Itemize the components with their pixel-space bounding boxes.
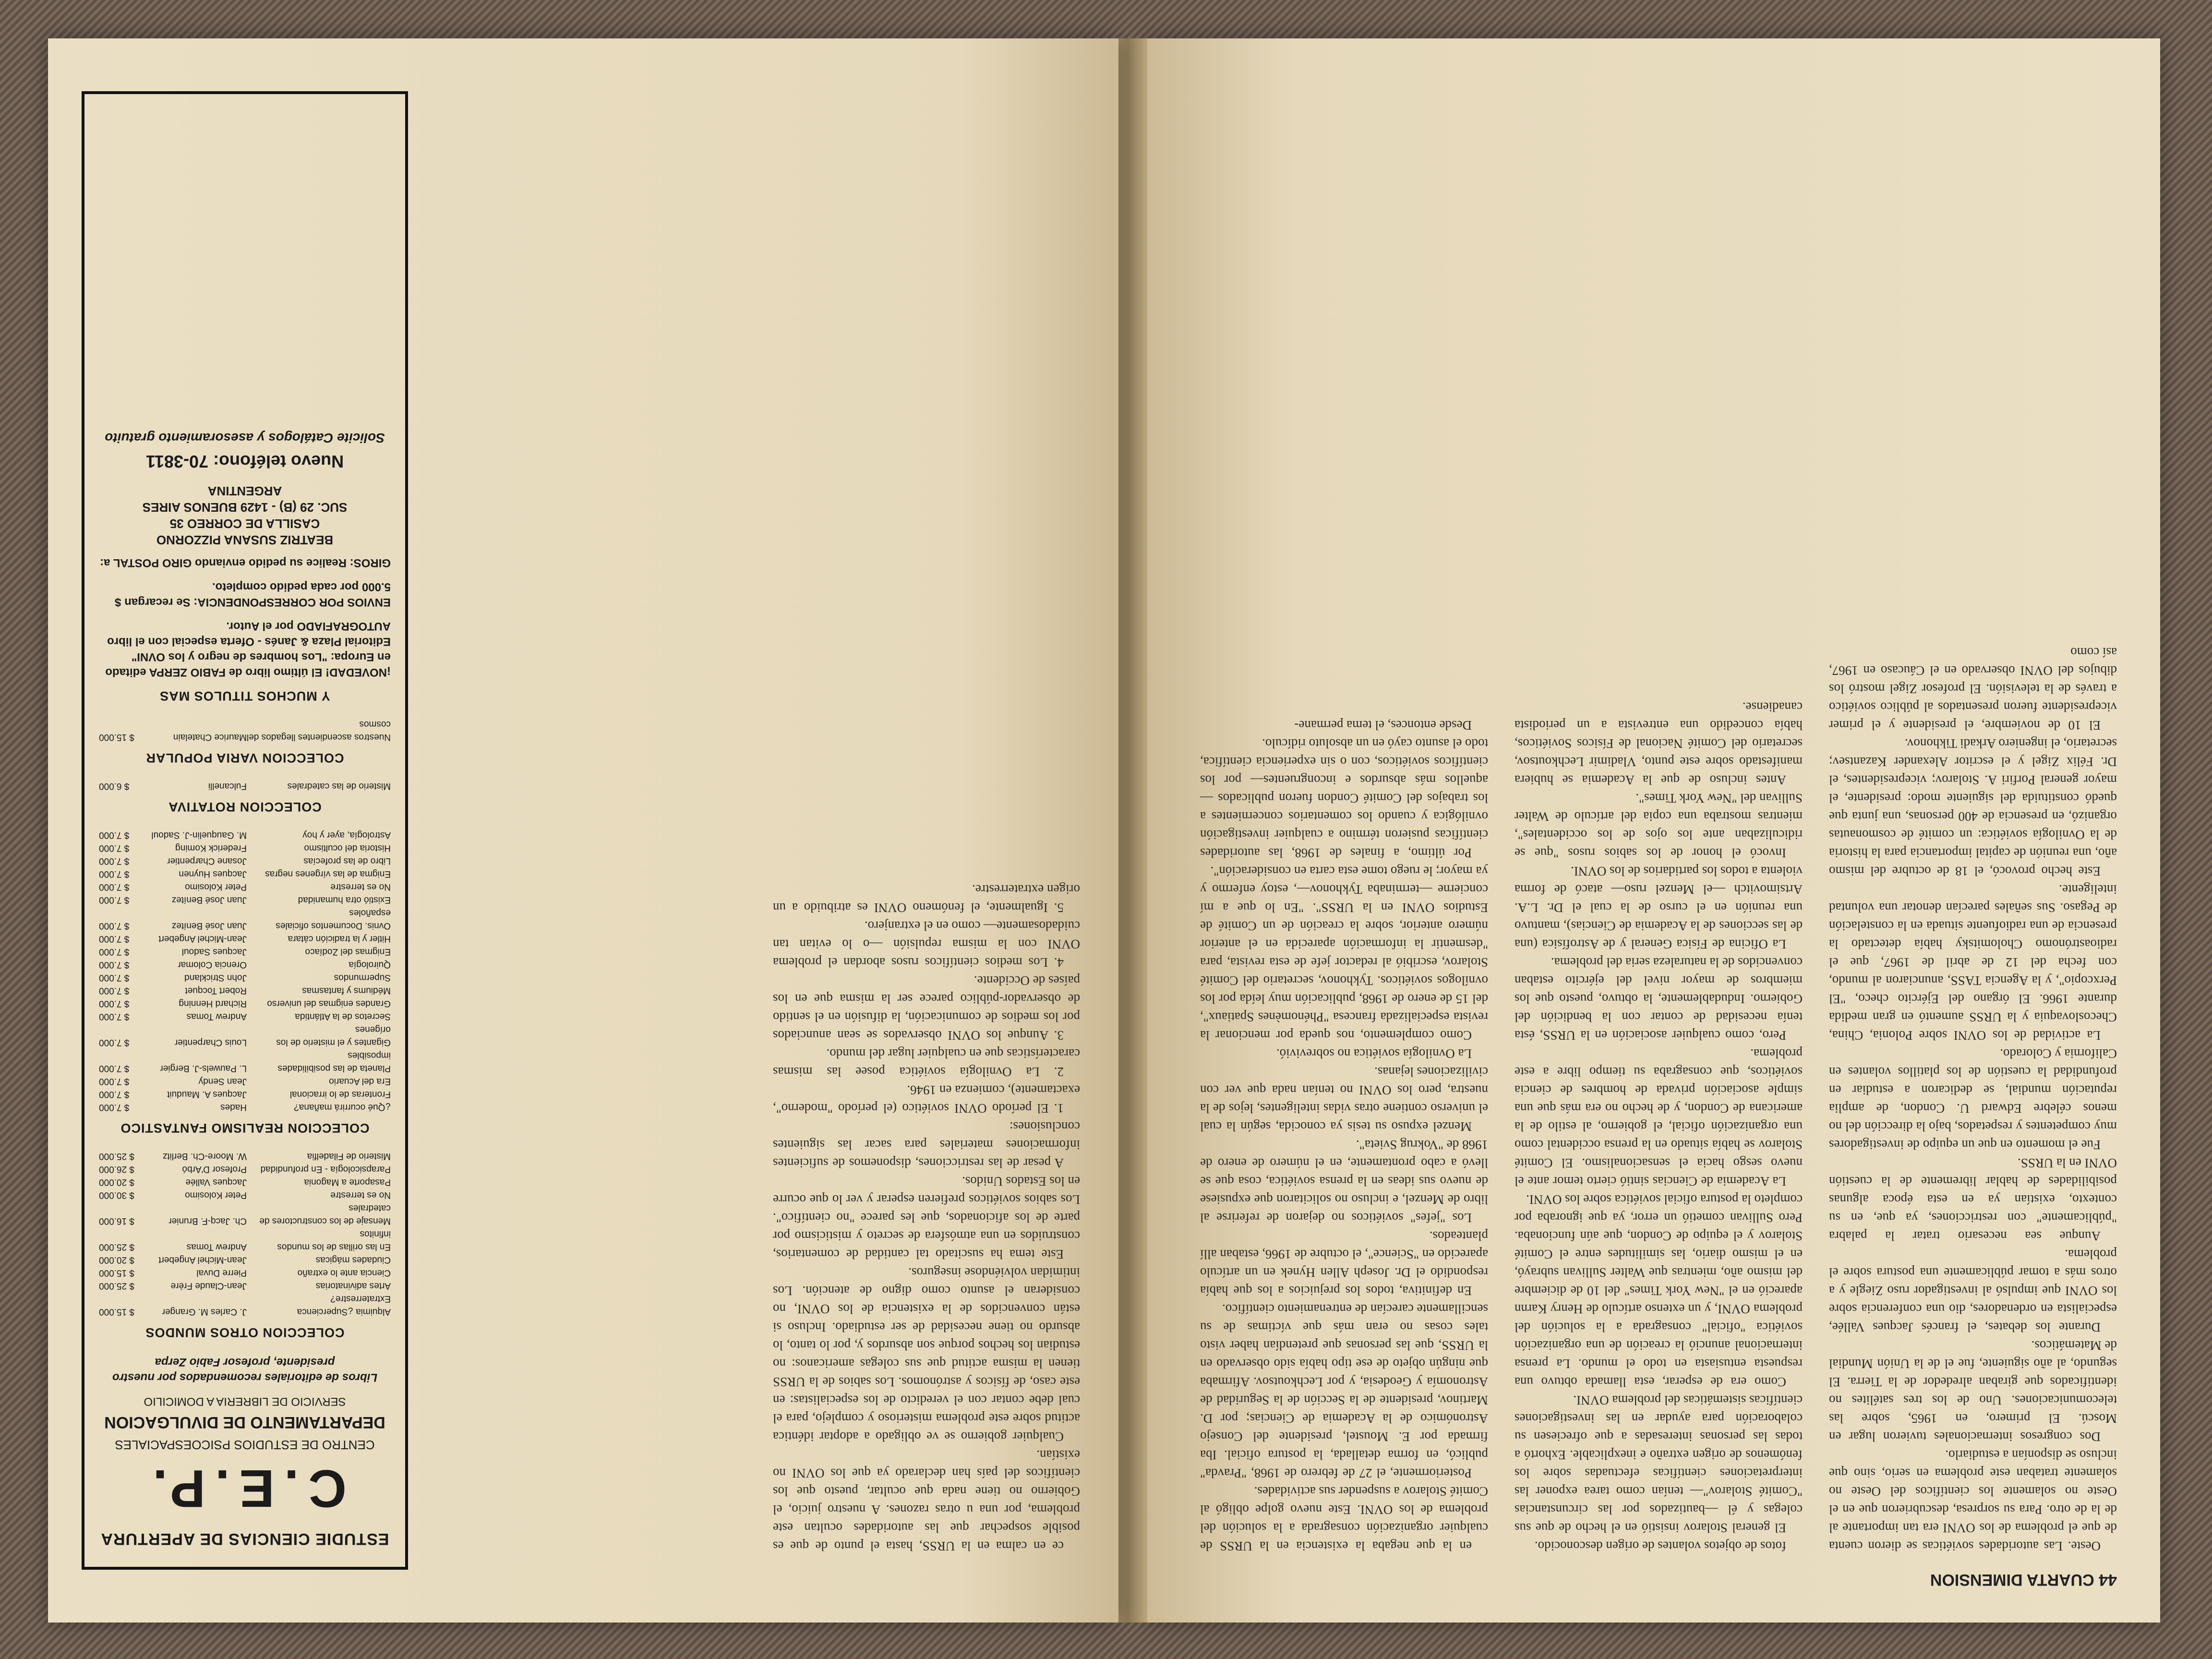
book-author: Maurice Chatelain <box>173 732 247 742</box>
book-row <box>99 1176 391 1189</box>
ad-giros: GIROS: Realice su pedido enviando GIRO POSTAL a: <box>100 556 391 569</box>
article-paragraph: Oeste. Las autoridades soviéticas se dieron cuenta de que el problema de los OVNI era tan importante al de la de otro. Para su sorpresa, descubrieron que en el Oeste no solamente los científicos del Oeste no solamente trataban este problema en serio, sino que incluso se disponían a estudiarlo. <box>1829 1448 2117 1553</box>
book-row <box>99 867 391 880</box>
book-title: Ciencia ante lo extraño <box>297 1268 391 1278</box>
article-column-3 <box>1200 67 1488 1555</box>
collection-heading: COLECCION REALISMO FANTASTICO <box>120 1121 370 1135</box>
article-paragraph: fotos de objetos volantes de origen desconocido. <box>1534 1539 1786 1553</box>
book-price: $ 7.000 <box>99 947 130 957</box>
book-author: Robert Tocquet <box>185 986 247 996</box>
book-price: $ 30.000 <box>99 1190 134 1200</box>
article-paragraph: Durante los debates, el francés Jacques Vallée, especialista en ordenadores, dio una conferencia sobre los OVNI que impulsó al investigador ruso Ziegle y a otros más a tomar públicamente una postura sobre el problema. <box>1829 1247 2117 1334</box>
book-title: Fronteras de lo irracional <box>289 1089 391 1099</box>
book-row <box>99 1189 391 1202</box>
book-price: $ 7.000 <box>99 1037 130 1047</box>
book-title: Enigma de las vírgenes negras <box>265 869 391 879</box>
book-title: Médiums y fantasmas <box>302 986 391 996</box>
book-author: John Strickland <box>184 973 247 983</box>
article-paragraph: Antes incluso de que la Academia se hubiera manifestado sobre este punto, Vladimir Lechkoutsov, secretario del Comité Nacional de Físicos Soviéticos, había concedido una entrevista a un periodista canadiense. <box>1515 700 1803 787</box>
book-title: Pasaporte a Magonia <box>304 1177 391 1187</box>
ad-phone: Nuevo teléfono: 70-3811 <box>145 452 344 471</box>
book-title: Quirología <box>349 960 391 970</box>
book-price: $ 7.000 <box>99 830 130 840</box>
book-title: Nuestros ascendientes llegados del cosmos <box>247 719 391 742</box>
book-row <box>99 1227 391 1253</box>
article-paragraph: A pesar de las restricciones, disponemos de suficientes informaciones materiales para sacar las siguientes conclusiones: <box>773 1119 1080 1170</box>
article-paragraph: Como complemento, nos queda por mencionar la revista especializada francesa "Phénomènes Spatiaux", del 15 de enero de 1968, publicación muy leída por los ovnílogos soviéticos. Tykhonov, secretario del Comité Stolarov, escribió al redactor jefe de esta revista, para "desmentir la información aparecida en el anterior número anterior, sobre la creación de un Comité de Estudios OVNI en la URSS". "En lo que a mí concierne —terminaba Tykhonov—, estoy enfermo y ya mayor; le ruego tome esta carta en consideración". <box>1200 864 1488 1043</box>
ad-more-titles: Y MUCHOS TITULOS MAS <box>159 689 330 703</box>
ad-department: DEPARTAMENTO DE DIVULGACION <box>104 1413 385 1431</box>
book-row <box>99 880 391 893</box>
article-paragraph: Pero, como cualquier asociación en la URSS, ésta tenía necesidad de contar con la bendición del Gobierno. Indudablemente, la obtuvo, puesto que los miembros de mayor nivel del ejército estaban convencidos de la naturaleza seria del problema. <box>1515 955 1803 1043</box>
article-paragraph: La actividad de los OVNI sobre Polonia, China, Checoslovaquia y la URSS aumentó en gran medida durante 1966. El órgano del Ejército checo, "El Perxcopio", y la Agencia TASS, anunciaron al mundo, con fecha del 12 de abril de 1967, que el radioastrónomo Cholomitsky había detectado la presencia de una radiofuente situada en la constelación de Pegaso. Sus señales parecían denotar una voluntad inteligente. <box>1829 882 2117 1043</box>
book-author: Orencia Colomar <box>178 960 247 970</box>
book-price: $ 7.000 <box>99 1076 130 1086</box>
book-author: Ch. Jacq-F. Brunier <box>168 1216 247 1226</box>
book-title: No es terrestre <box>330 882 391 892</box>
book-title: Astrología, ayer y hoy <box>302 830 391 840</box>
article-paragraph: Este tema ha suscitado tal cantidad de comentarios, construidos en una atmósfera de secreto y misticismo por parte de los aficionados, que les parece "no científico". Los sabios soviéticos prefieren esperar y ver lo que ocurre en los Estados Unidos. <box>773 1174 1080 1262</box>
article-paragraph: Menzel expuso su tesis ya conocida, según la cual el universo contiene otras vidas inteligentes, lejos de la nuestra, pero los OVNI no tenían nada que ver con civilizaciones lejanas. <box>1200 1065 1488 1134</box>
article-column-2 <box>1515 67 1803 1555</box>
book-author: M. Gauquelin-J. Sadoul <box>151 830 247 840</box>
book-title: Ciudades mágicas <box>315 1255 391 1265</box>
book-author: Frederick Koming <box>175 843 247 853</box>
cep-advertisement <box>82 91 408 1570</box>
article-paragraph: Desde entonces, el tema permane- <box>1294 718 1472 733</box>
article-paragraph: Este hecho provocó, el 18 de octubre del mismo año, una reunión de capital importancia para la historia de la Ovnilogía soviética: un comité de cosmonautas organizó, en presencia de 400 personas, una junta que quedó constituida del siguiente modo: presidente, el mayor general Porfiri A. Stolarov; vicepresidentes, el Dr. Félix Zigel y el escritor Alexander Kazantsev; secretario, el ingeniero Arkadi Tikhonov. <box>1829 736 2117 878</box>
book-price: $ 7.000 <box>99 986 130 996</box>
book-row <box>99 1292 391 1318</box>
book-author: J. Carles M. Granger <box>162 1307 247 1317</box>
article-paragraph: Cualquier gobierno se ve obligado a adoptar idéntica actitud sobre este problema misterioso y complejo, para el cual debe contar con el veredicto de los especialistas: en este caso, de físicos y astrónomos. Los sabios de la URSS tienen la misma actitud que sus colegas americanos: no estudian los hechos porque son absurdos y, por lo tanto, lo absurdo no tiene necesidad de ser estudiado. Incluso si están convencidos de la existencia de los OVNI, no consideran el asunto como digno de atención. Los intimidan volviéndose inseguros. <box>773 1265 1080 1444</box>
book-price: $ 25.000 <box>99 1151 134 1161</box>
book-price: $ 25.000 <box>99 1281 134 1291</box>
article-paragraph: Aunque sea necesario tratar la palabra "públicamente" con restricciones, ya que, en su contexto, existían ya en esta época algunas posibilidades de hablar libremente de la cuestión OVNI en la URSS. <box>1829 1156 2117 1243</box>
book-author: Andrew Tomas <box>186 1242 247 1252</box>
article-paragraph: Los "jefes" soviéticos no dejaron de referirse al libro de Menzel, e incluso no solicitaron que expusiese de nuevo sus ideas en la prensa soviética, cosa que se llevó a cabo prontamente, en el número de enero de 1968 de "Vokrug Svieta". <box>1200 1138 1488 1225</box>
article-paragraph: Posteriormente, el 27 de febrero de 1968, "Pravda" publicó, en forma detallada, la postura oficial. Iba firmada por E. Moustel, presidente del Consejo Astronómico de la Academia de Ciencias; por D. Martinov, presidente de la Sección de la Seguridad de Astronomía y Geodesia, y por Lechkoutsov. Afirmaba que ningún objeto de ese tipo había sido observado en la URSS, que las personas que pretendían haber visto tales cosas no eran más que víctimas de su sencillamente carecían de entrenamiento científico. <box>1200 1302 1488 1480</box>
book-author: Jean-Claude Frère <box>170 1281 247 1291</box>
book-row <box>99 780 391 793</box>
book-title: Ovnis. Documentos oficiales españoles <box>276 908 391 931</box>
book-row <box>99 1101 391 1114</box>
book-title: Libro de las profecías <box>303 856 391 866</box>
book-row <box>99 997 391 1010</box>
book-price: $ 7.000 <box>99 1089 130 1099</box>
article-paragraph: La Ovnilogía soviética no sobrevivió. <box>1276 1046 1472 1061</box>
book-title: Artes adivinatorias <box>315 1281 391 1291</box>
book-row <box>99 1010 391 1023</box>
book-title: No es terrestre <box>330 1190 391 1200</box>
article-paragraph: Invocó el honor de los sabios rusos "que se ridiculizaban ante los ojos de los occidentales", mientras mostraba una copia del artículo de Walter Sullivan del "New York Times". <box>1515 791 1803 860</box>
book-price: $ 25.000 <box>99 1242 134 1252</box>
book-row <box>99 829 391 842</box>
book-title: Misterio de Filadelfia <box>307 1151 391 1161</box>
book-author: Hades <box>220 1102 247 1112</box>
book-price: $ 15.000 <box>99 1268 134 1278</box>
book-title: Alquimia ¿Supercienca Extraterrestre? <box>297 1294 391 1317</box>
book-row <box>99 906 391 932</box>
book-row <box>99 1253 391 1266</box>
cep-logo: C.E.P. <box>143 1459 347 1518</box>
article-paragraph: 1. El período OVNI soviético (el período "moderno", exactamente), comienza en 1946. <box>773 1083 1080 1116</box>
book-author: Pierre Duval <box>196 1268 247 1278</box>
book-title: Enigmas del Zodíaco <box>305 947 391 957</box>
book-title: Existió otra humanidad <box>298 895 391 905</box>
article-paragraph: El general Stolarov insistió en el hecho de que sus colegas y él —bautizados por las circunstancias "Comité Stolarov"— tenían como tarea exponer las interpretaciones científicas efectuadas sobre los fenómenos de origen extraño e inexplicable. Exhortó a todas las personas interesadas a que ofreciesen su colaboración para ayudar en las investigaciones científicas sistemáticas del problema OVNI. <box>1515 1393 1803 1535</box>
book-row <box>99 718 391 744</box>
book-price: $ 7.000 <box>99 895 130 905</box>
book-author: Andrew Tomas <box>186 1011 247 1022</box>
book-row <box>99 1150 391 1163</box>
book-row <box>99 958 391 971</box>
book-price: $ 26.000 <box>99 1164 134 1174</box>
article-paragraph: Dos congresos internacionales tuvieron lugar en Moscú. El primero, en 1965, sobre las telecomunicaciones. Uno de los tres satélites no identificados que giraban alrededor de la Tierra. El segundo, al año siguiente, fue el de la Unión Mundial de Matemáticos. <box>1829 1338 2117 1444</box>
book-row <box>99 1049 391 1075</box>
book-author: Richard Henning <box>179 998 247 1009</box>
book-row <box>99 1266 391 1279</box>
book-price: $ 20.000 <box>99 1177 134 1187</box>
article-paragraph: La Academia de Ciencias sintió cierto temor ante el nuevo sesgo hacia el sensacionalismo. El Comité Stolarov se había situado en la prensa occidental como una organización oficial, el gobierno, al estilo de la americana de Condon, y de hecho no era más que una simple asociación privada de hombres de ciencia soviéticos, que consagraba su tiempo libre a este problema. <box>1515 1046 1803 1189</box>
book-author: Jacques A. Mauduit <box>167 1089 247 1099</box>
book-price: $ 7.000 <box>99 869 130 879</box>
ad-recommended: Libros de editoriales recomendados por nuestro presidente, profesor Fabio Zerpa <box>112 1356 378 1384</box>
ad-address <box>99 483 391 548</box>
article-paragraph: Como era de esperar, esta llamada obtuvo una respuesta entusiasta en todo el mundo. La prensa internacional anunció la creación de una organización soviética "oficial" consagrada a la solución del problema OVNI, y un extenso artículo de Henry Karnn apareció en el "New York Times" del 10 de diciembre del mismo año, mientras que Walter Sullivan subrayó, en el mismo diario, las similitudes entre el Comité Stolarov y el equipo de Condon, que aún funcionaba. Pero Sullivan cometió un error, ya que ignoraba por completo la postura oficial soviética sobre los OVNI. <box>1515 1192 1803 1389</box>
collection-heading: COLECCION ROTATIVA <box>168 800 322 814</box>
book-title: Supermundos <box>334 973 391 983</box>
book-author: Jacques Sadoul <box>181 947 247 957</box>
book-price: $ 7.000 <box>99 921 130 931</box>
ad-center-name: CENTRO DE ESTUDIOS PSICOESPACIALES <box>115 1438 375 1452</box>
address-line: CASILLA DE CORREO 35 <box>169 517 320 531</box>
book-author: Jacques Huynen <box>179 869 247 879</box>
article-paragraph: 4. Los medios científicos rusos abordan el problema OVNI con la misma repulsión —o lo evitan tan cuidadosamente— como en el extranjero. <box>773 919 1080 970</box>
book-author: L. Pauwels-J. Bergier <box>160 1063 247 1073</box>
collection-heading: COLECCION OTROS MUNDOS <box>145 1325 345 1340</box>
book-row <box>99 1163 391 1176</box>
book-row <box>99 1202 391 1227</box>
article-column-4 <box>773 43 1080 1555</box>
article-paragraph: En definitiva, todos los prejuicios a los que había respondido el Dr. Joseph Allen Hynek en un artículo aparecido en "Science", el octubre de 1966, estaban allí planteados. <box>1200 1229 1488 1298</box>
book-row <box>99 854 391 867</box>
book-price: $ 20.000 <box>99 1255 134 1265</box>
book-price: $ 7.000 <box>99 882 130 892</box>
ad-shipping: ENVIOS POR CORRESPONDENCIA: Se recargan $ 5.000 por cada pedido completo. <box>115 580 391 609</box>
address-line: SUC. 29 (B) - 1429 BUENOS AIRES <box>142 500 348 515</box>
book-title: Planeta de las posibilidades imposibles <box>277 1050 391 1073</box>
book-title: Gigantes y el misterio de los orígenes <box>276 1024 391 1047</box>
book-author: Jean-Michel Angebert <box>158 1255 247 1265</box>
book-price: $ 7.000 <box>99 1011 130 1022</box>
book-price: $ 7.000 <box>99 1063 130 1073</box>
book-title: Misterio de las catedrales <box>287 781 391 791</box>
book-title: En las orillas de los mundos infinitos <box>277 1229 391 1252</box>
page-header: 44 CUARTA DIMENSION <box>1930 1571 2117 1589</box>
book-author: Jean-Michel Angebert <box>158 934 247 944</box>
book-price: $ 7.000 <box>99 1102 130 1112</box>
book-price: $ 7.000 <box>99 998 130 1009</box>
book-price: $ 7.000 <box>99 973 130 983</box>
book-price: $ 7.000 <box>99 934 130 944</box>
book-price: $ 7.000 <box>99 960 130 970</box>
article-paragraph: en la que negaba la existencia en la URSS de cualquier organización consagrada a la solución del problema de los OVNI. Este nuevo golpe obligó al Comité Stolarov a suspender sus actividades. <box>1200 1484 1488 1553</box>
book-row <box>99 1023 391 1049</box>
ad-service: SERVICIO DE LIBRERIA A DOMICILIO <box>144 1395 346 1408</box>
book-author: Josane Charpentier <box>167 856 247 866</box>
ad-novelty: ¡NOVEDAD! El último libro de FABIO ZERPA editado en Europa: "Los hombres de negro y los OVNI" Editorial Plaza & Janés - Oferta especial con el libro AUTOGRAFIADO por el Autor. <box>105 620 391 679</box>
article-paragraph: El 10 de noviembre, el presidente y el primer vicepresidente fueron presentados al público soviético a través de la televisión. El profesor Zigel mostró los dibujos del OVNI observado en el Cáucaso en 1967, así como <box>1829 645 2117 733</box>
article-paragraph: 5. Igualmente, el fenómeno OVNI es atribuido a un origen extraterrestre. <box>773 882 1080 915</box>
page-44 <box>1142 38 2160 1623</box>
book-author: Peter Kolosimo <box>185 882 247 892</box>
book-author: Juan José Benítez <box>171 921 247 931</box>
book-title: Historia del ocultismo <box>304 843 391 853</box>
book-author: W. Moore-Ch. Berlitz <box>162 1151 247 1161</box>
article-paragraph: La Oficina de Física General y de Astrofísica (una de las secciones de la Academia de Ciencias), mantuvo una reunión en el curso de la cual el Dr. L.A. Artsimovitch —el Menzel ruso— atacó de forma violenta a todos los partidarios de los OVNI. <box>1515 864 1803 951</box>
book-row <box>99 1088 391 1101</box>
book-price: $ 15.000 <box>99 1307 134 1317</box>
page-45 <box>48 38 1118 1623</box>
book-price: $ 7.000 <box>99 843 130 853</box>
book-title: Parapsicología - En profundidad <box>260 1164 391 1174</box>
article-paragraph: 2. La Ovnilogía soviética posee las mismas características que en cualquier lugar del mundo. <box>773 1046 1080 1079</box>
book-row <box>99 1075 391 1088</box>
book-title: Secretos de la Atlántida <box>295 1011 391 1022</box>
article-column-1 <box>1829 67 2117 1555</box>
article-paragraph: Fue el momento en que un equipo de investigadores muy competentes y respetados, bajo la dirección del no menos célebre Edward U. Condon, de amplia reputación mundial, se dedicaron a estudiar en profundidad la cuestión de los platillos volantes en California y Colorado. <box>1829 1046 2117 1152</box>
ad-headline: ESTUDIE CIENCIAS DE APERTURA <box>100 1530 389 1548</box>
book-title: Era del Acuario <box>329 1076 391 1086</box>
book-author: Juan José Benítez <box>171 895 247 905</box>
book-price: $ 15.000 <box>99 732 134 742</box>
book-row <box>99 932 391 945</box>
book-row <box>99 893 391 906</box>
ad-catalog: Solicite Catálogos y asesoramiento gratuito <box>105 431 385 445</box>
book-row <box>99 984 391 997</box>
book-author: Peter Kolosimo <box>185 1190 247 1200</box>
book-author: Fulcanelli <box>208 781 247 791</box>
book-price: $ 6.000 <box>99 781 130 791</box>
book-row <box>99 1279 391 1292</box>
book-price: $ 16.000 <box>99 1216 134 1226</box>
article-paragraph: ce en calma en la URSS, hasta el punto de que es posible sospechar que las autoridades ocultan este problema, por una u otras razones. A nuestro juicio, el Gobierno no tiene nada que ocultar, puesto que los científicos del país han declarado ya que los OVNI no existían. <box>773 1448 1080 1553</box>
article-paragraph: 3. Aunque los OVNI observados se sean anunciados por los medios de comunicación, la difusión en el sentido de observador-público parece ser la misma que en los países de Occidente. <box>773 974 1080 1043</box>
book-author: Jacques Vallée <box>185 1177 247 1187</box>
book-author: Profesor D'Arbó <box>182 1164 247 1174</box>
book-author: Louis Charpentier <box>175 1037 247 1047</box>
book-row <box>99 842 391 854</box>
book-title: ¿Qué ocurrirá mañana? <box>294 1102 391 1112</box>
book-author: Jean Sendy <box>198 1076 247 1086</box>
article-paragraph: Por último, a finales de 1968, las autoridades científicas pusieron término a cualquier investigación ovnilógica y cuando los comentarios concernientes a los trabajos del Comité Condon fueron publicados —aquellos más absurdos e incongruentes— por los científicos soviéticos, con o sin experiencia científica, todo el asunto cayó en un absoluto ridículo. <box>1200 736 1488 860</box>
magazine-spread <box>19 0 2189 1642</box>
book-row <box>99 971 391 984</box>
book-row <box>99 945 391 958</box>
book-price: $ 7.000 <box>99 856 130 866</box>
book-title: Mensaje de los constructores de catedrales <box>259 1203 391 1226</box>
address-line: BEATRIZ SUSANA PIZZORNO <box>156 533 334 547</box>
book-title: Grandes enigmas del universo <box>267 998 391 1009</box>
collection-heading: COLECCION VARIA POPULAR <box>145 751 344 765</box>
book-title: Hitler y la tradición cátara <box>288 934 391 944</box>
ad-collections <box>99 718 391 1340</box>
address-line: ARGENTINA <box>207 484 282 498</box>
